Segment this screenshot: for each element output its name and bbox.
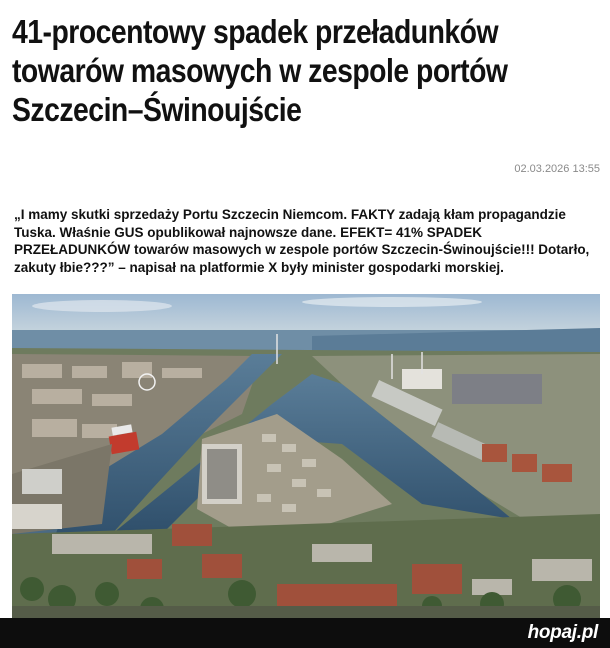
article-headline	[12, 12, 597, 129]
publish-date: 02.03.2026 13:55	[514, 163, 600, 175]
aerial-photo-illustration	[12, 294, 600, 618]
headline-line-2: towarów masowych w zespole portów	[12, 52, 508, 89]
article-lead: „I mamy skutki sprzedaży Portu Szczecin Niemcom. FAKTY zadają kłam propagandzie Tuska. Właśnie GUS opublikował najnowsze dane. EFEKT= 41% SPADEK PRZEŁADUNKÓW towarów masowych w zespole portów Szczecin-Świnoujście!!! Dotarło, zakuty łbie???” – napisał na platformie X były minister gospodarki morskiej.	[14, 207, 590, 275]
hopaj-logo[interactable]: hopaj.pl	[527, 622, 598, 643]
site-footer	[0, 618, 610, 648]
headline-line-1: 41-procentowy spadek przeładunków	[12, 13, 499, 50]
port-aerial-photo	[12, 294, 600, 618]
headline-line-3: Szczecin–Świnoujście	[12, 91, 302, 128]
